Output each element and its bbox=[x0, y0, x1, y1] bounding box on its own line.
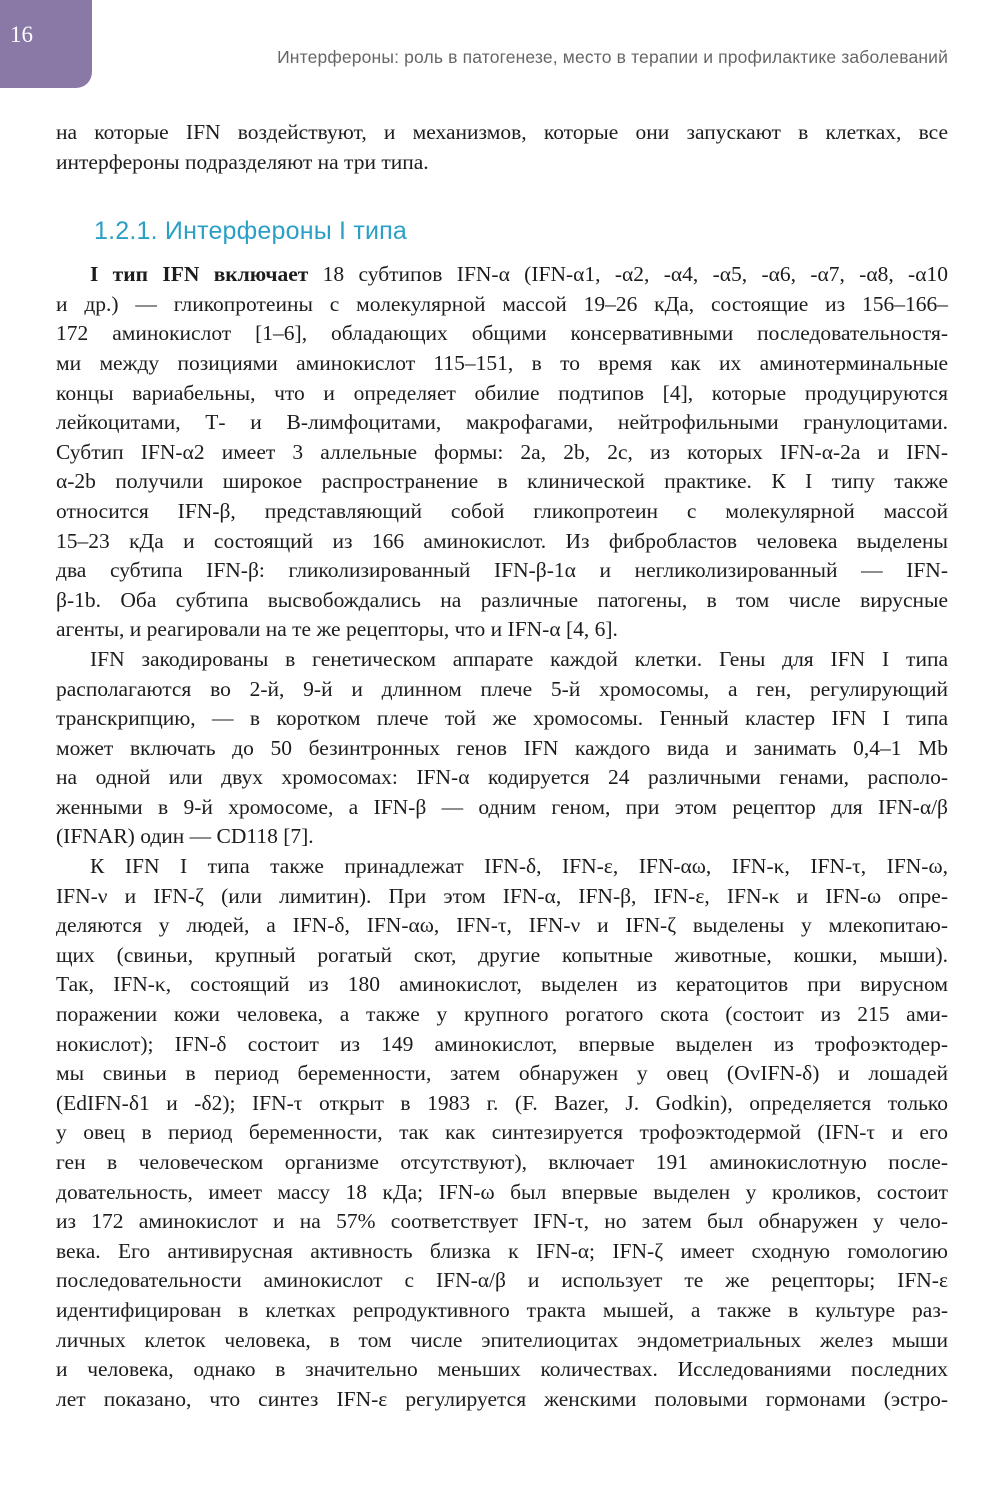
paragraph-continuation bbox=[56, 118, 948, 177]
text-line: относится IFN-β, представляющий собой гликопротеин с молекулярной массой bbox=[56, 498, 948, 523]
text-line: деляются у людей, а IFN-δ, IFN-αω, IFN-τ, IFN-ν и IFN-ζ выделены у млекопитаю- bbox=[56, 913, 948, 938]
text-line: на которые IFN воздействуют, и механизмов, которые они запускают в клетках, все bbox=[56, 120, 948, 144]
text-line: (EdIFN-δ1 и -δ2); IFN-τ открыт в 1983 г. (F. Bazer, J. Godkin), определяется только bbox=[56, 1090, 948, 1115]
text-line: поражении кожи человека, а также у крупного рогатого скота (состоит из 215 ами- bbox=[56, 1002, 948, 1027]
page-number: 16 bbox=[10, 22, 33, 47]
text-line: ген в человеческом организме отсутствуют), включает 191 аминокислотную после- bbox=[56, 1150, 948, 1174]
text-line: женными в 9-й хромосоме, а IFN-β — одним геном, при этом рецептор для IFN-α/β bbox=[56, 794, 948, 819]
paragraph-type-i-ifn bbox=[56, 260, 948, 645]
text-line: 172 аминокислот [1–6], обладающих общими консервативными последовательностя- bbox=[56, 321, 948, 346]
lead-term: I тип IFN включает bbox=[90, 262, 309, 287]
text-line: агенты, и реагировали на те же рецепторы, что и IFN-α [4, 6]. bbox=[56, 617, 618, 642]
text-line: концы вариабельны, что и определяет обилие подтипов [4], которые продуцируются bbox=[56, 380, 948, 405]
text-line: из 172 аминокислот и на 57% соответствует IFN-τ, но затем был обнаружен у чело- bbox=[56, 1209, 948, 1234]
text-line: мы свиньи в период беременности, затем обнаружен у овец (OvIFN-δ) и лошадей bbox=[56, 1061, 948, 1086]
text-line: транскрипцию, — в коротком плече той же хромосомы. Генный кластер IFN I типа bbox=[56, 706, 948, 731]
text-line: два субтипа IFN-β: гликолизированный IFN-β-1α и негликолизированный — IFN- bbox=[56, 558, 948, 583]
section-heading: 1.2.1. Интерфероны I типа bbox=[94, 217, 407, 246]
text-line: 15–23 кДа и состоящий из 166 аминокислот. Из фибробластов человека выделены bbox=[56, 528, 948, 553]
text-line: и др.) — гликопротеины с молекулярной массой 19–26 кДа, состоящие из 156–166– bbox=[56, 291, 948, 316]
text-line: личных клеток человека, в том числе эпителиоцитах эндометриальных желез мыши bbox=[56, 1327, 948, 1352]
text-line: века. Его антивирусная активность близка к IFN-α; IFN-ζ имеет сходную гомологию bbox=[56, 1238, 948, 1263]
text-line: IFN закодированы в генетическом аппарате каждой клетки. Гены для IFN I типа bbox=[90, 646, 948, 671]
text-line: лейкоцитами, Т- и В-лимфоцитами, макрофагами, нейтрофильными гранулоцитами. bbox=[56, 410, 948, 435]
text-line: Так, IFN-κ, состоящий из 180 аминокислот, выделен из кератоцитов при вирусном bbox=[56, 972, 948, 997]
text-line: довательность, имеет массу 18 кДа; IFN-ω был впервые выделен у кроликов, состоит bbox=[56, 1179, 948, 1204]
page-number-tab bbox=[0, 0, 92, 88]
text-line: идентифицирован в клетках репродуктивного тракта мышей, а также в культуре раз- bbox=[56, 1297, 948, 1322]
text-line: может включать до 50 безинтронных генов IFN каждого вида и занимать 0,4–1 Mb bbox=[56, 735, 948, 760]
paragraph-genes bbox=[56, 645, 948, 852]
text-fragment: 18 субтипов IFN-α (IFN-α1, -α2, -α4, -α5, -α6, -α7, -α8, -α10 bbox=[308, 262, 948, 287]
text-line: у овец в период беременности, так как синтезируется трофоэктодермой (IFN-τ и его bbox=[56, 1120, 948, 1145]
text-line: ми между позициями аминокислот 115–151, в то время как их аминотерминальные bbox=[56, 350, 948, 375]
text-line: последовательности аминокислот с IFN-α/β и использует те же рецепторы; IFN-ε bbox=[56, 1268, 948, 1293]
paragraph-other-subtypes bbox=[56, 852, 948, 1414]
text-line bbox=[56, 260, 948, 290]
text-line: Субтип IFN-α2 имеет 3 аллельные формы: 2a, 2b, 2c, из которых IFN-α-2a и IFN- bbox=[56, 439, 948, 464]
text-line: IFN-ν и IFN-ζ (или лимитин). При этом IFN-α, IFN-β, IFN-ε, IFN-κ и IFN-ω опре- bbox=[56, 883, 948, 908]
text-line: располагаются во 2-й, 9-й и длинном плече 5-й хромосомы, а ген, регулирующий bbox=[56, 676, 948, 701]
text-line: и человека, однако в значительно меньших количествах. Исследованиями последних bbox=[56, 1357, 948, 1382]
text-line: щих (свиньи, крупный рогатый скот, другие копытные животные, кошки, мыши). bbox=[56, 942, 948, 967]
running-header: Интерфероны: роль в патогенезе, место в терапии и профилактике заболеваний bbox=[277, 47, 948, 67]
text-line: α-2b получили широкое распространение в клинической практике. К I типу также bbox=[56, 469, 948, 494]
text-line: (IFNAR) один — CD118 [7]. bbox=[56, 824, 314, 849]
text-line: лет показано, что синтез IFN-ε регулируется женскими половыми гормонами (эстро- bbox=[56, 1386, 948, 1411]
text-line: β-1b. Оба субтипа высвобождались на различные патогены, в том числе вирусные bbox=[56, 587, 948, 612]
text-line: на одной или двух хромосомах: IFN-α кодируется 24 различными генами, располо- bbox=[56, 765, 948, 790]
body-text bbox=[56, 118, 948, 1414]
text-line: нокислот); IFN-δ состоит из 149 аминокислот, впервые выделен из трофоэктодер- bbox=[56, 1031, 948, 1056]
text-line: К IFN I типа также принадлежат IFN-δ, IFN-ε, IFN-αω, IFN-κ, IFN-τ, IFN-ω, bbox=[90, 854, 948, 879]
text-line: интерфероны подразделяют на три типа. bbox=[56, 149, 429, 174]
